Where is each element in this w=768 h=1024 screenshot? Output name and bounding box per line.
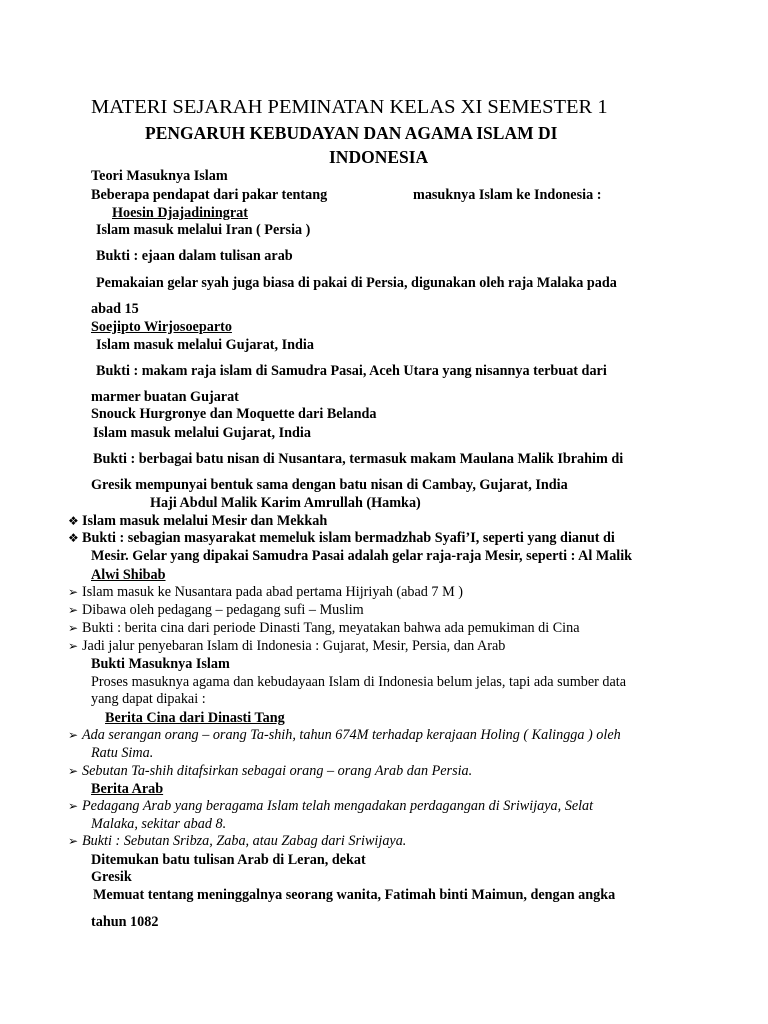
bukti-heading: Bukti Masuknya Islam <box>91 656 230 672</box>
arrow-bullet-icon: ➢ <box>68 834 79 848</box>
expert-claim-hamka: Islam masuk melalui Mesir dan Mekkah <box>82 513 328 529</box>
expert-name-hoesin: Hoesin Djajadiningrat <box>112 205 248 221</box>
list-item <box>68 762 472 780</box>
expert-claim-snouck: Islam masuk melalui Gujarat, India <box>93 425 311 441</box>
arrow-bullet-icon: ➢ <box>68 639 79 653</box>
cina-heading: Berita Cina dari Dinasti Tang <box>105 710 285 726</box>
arrow-bullet-icon: ➢ <box>68 764 79 778</box>
cina-point-1-line-1: Ada serangan orang – orang Ta-shih, tahun 674M terhadap kerajaan Holing ( Kalingga ) oleh <box>82 727 621 743</box>
expert-claim-hoesin: Islam masuk melalui Iran ( Persia ) <box>96 222 311 238</box>
list-item <box>68 601 364 619</box>
expert-name-alwi: Alwi Shibab <box>91 567 166 583</box>
expert-bukti-hamka-line-1: Bukti : sebagian masyarakat memeluk islam bermadzhab Syafi’I, seperti yang dianut di <box>82 530 615 546</box>
expert-name-snouck: Snouck Hurgronye dan Moquette dari Belanda <box>91 406 377 422</box>
bukti-intro-line-2: yang dapat dipakai : <box>91 691 206 707</box>
alwi-point: Islam masuk ke Nusantara pada abad pertama Hijriyah (abad 7 M ) <box>82 584 463 600</box>
expert-bukti-hoesin: Bukti : ejaan dalam tulisan arab <box>96 248 293 264</box>
list-item <box>68 529 615 547</box>
teori-heading: Teori Masuknya Islam <box>91 168 228 184</box>
cina-point-1-line-2: Ratu Sima. <box>91 745 154 761</box>
arrow-bullet-icon: ➢ <box>68 621 79 635</box>
list-item <box>68 619 580 637</box>
cina-point-2: Sebutan Ta-shih ditafsirkan sebagai orang – orang Arab dan Persia. <box>82 763 473 779</box>
arab-point-1-line-1: Pedagang Arab yang beragama Islam telah mengadakan perdagangan di Sriwijaya, Selat <box>82 798 594 814</box>
expert-bukti-snouck-line-1: Bukti : berbagai batu nisan di Nusantara, termasuk makam Maulana Malik Ibrahim di <box>93 451 624 467</box>
diamond-bullet-icon: ❖ <box>68 514 79 528</box>
list-item <box>68 726 621 744</box>
leran-line-2: Gresik <box>91 869 132 885</box>
arrow-bullet-icon: ➢ <box>68 585 79 599</box>
intro-text-right: masuknya Islam ke Indonesia : <box>413 187 602 203</box>
expert-bukti-soejipto-line-2: marmer buatan Gujarat <box>91 389 239 405</box>
list-item <box>68 797 593 815</box>
list-item <box>68 512 327 530</box>
leran-line-4: tahun 1082 <box>91 914 159 930</box>
expert-bukti-hamka-line-2: Mesir. Gelar yang dipakai Samudra Pasai adalah gelar raja-raja Mesir, seperti : Al Malik <box>91 548 633 564</box>
arab-heading: Berita Arab <box>91 781 164 797</box>
bukti-intro-line-1: Proses masuknya agama dan kebudayaan Islam di Indonesia belum jelas, tapi ada sumber data <box>91 674 627 690</box>
expert-bukti-soejipto-line-1: Bukti : makam raja islam di Samudra Pasai, Aceh Utara yang nisannya terbuat dari <box>96 363 607 379</box>
alwi-point: Bukti : berita cina dari periode Dinasti Tang, meyatakan bahwa ada pemukiman di Cina <box>82 620 580 636</box>
list-item <box>68 583 463 601</box>
expert-extra-hoesin-line-2: abad 15 <box>91 301 139 317</box>
arrow-bullet-icon: ➢ <box>68 799 79 813</box>
document-subtitle-line-2: INDONESIA <box>329 147 429 167</box>
document-subtitle-line-1: PENGARUH KEBUDAYAN DAN AGAMA ISLAM DI <box>145 123 558 143</box>
expert-extra-hoesin-line-1: Pemakaian gelar syah juga biasa di pakai di Persia, digunakan oleh raja Malaka pada <box>96 275 617 291</box>
intro-text-left: Beberapa pendapat dari pakar tentang <box>91 187 328 203</box>
document-title: MATERI SEJARAH PEMINATAN KELAS XI SEMESTER 1 <box>91 96 608 118</box>
list-item <box>68 637 505 655</box>
list-item <box>68 832 406 850</box>
arab-point-2: Bukti : Sebutan Sribza, Zaba, atau Zabag dari Sriwijaya. <box>82 833 407 849</box>
arab-point-1-line-2: Malaka, sekitar abad 8. <box>91 816 227 832</box>
arrow-bullet-icon: ➢ <box>68 603 79 617</box>
leran-line-1: Ditemukan batu tulisan Arab di Leran, dekat <box>91 852 366 868</box>
alwi-point: Dibawa oleh pedagang – pedagang sufi – Muslim <box>82 602 364 618</box>
expert-name-hamka: Haji Abdul Malik Karim Amrullah (Hamka) <box>150 495 421 511</box>
expert-bukti-snouck-line-2: Gresik mempunyai bentuk sama dengan batu nisan di Cambay, Gujarat, India <box>91 477 568 493</box>
arrow-bullet-icon: ➢ <box>68 728 79 742</box>
expert-claim-soejipto: Islam masuk melalui Gujarat, India <box>96 337 314 353</box>
expert-name-soejipto: Soejipto Wirjosoeparto <box>91 319 232 335</box>
alwi-point: Jadi jalur penyebaran Islam di Indonesia : Gujarat, Mesir, Persia, dan Arab <box>82 638 506 654</box>
diamond-bullet-icon: ❖ <box>68 531 79 545</box>
leran-line-3: Memuat tentang meninggalnya seorang wanita, Fatimah binti Maimun, dengan angka <box>93 887 616 903</box>
